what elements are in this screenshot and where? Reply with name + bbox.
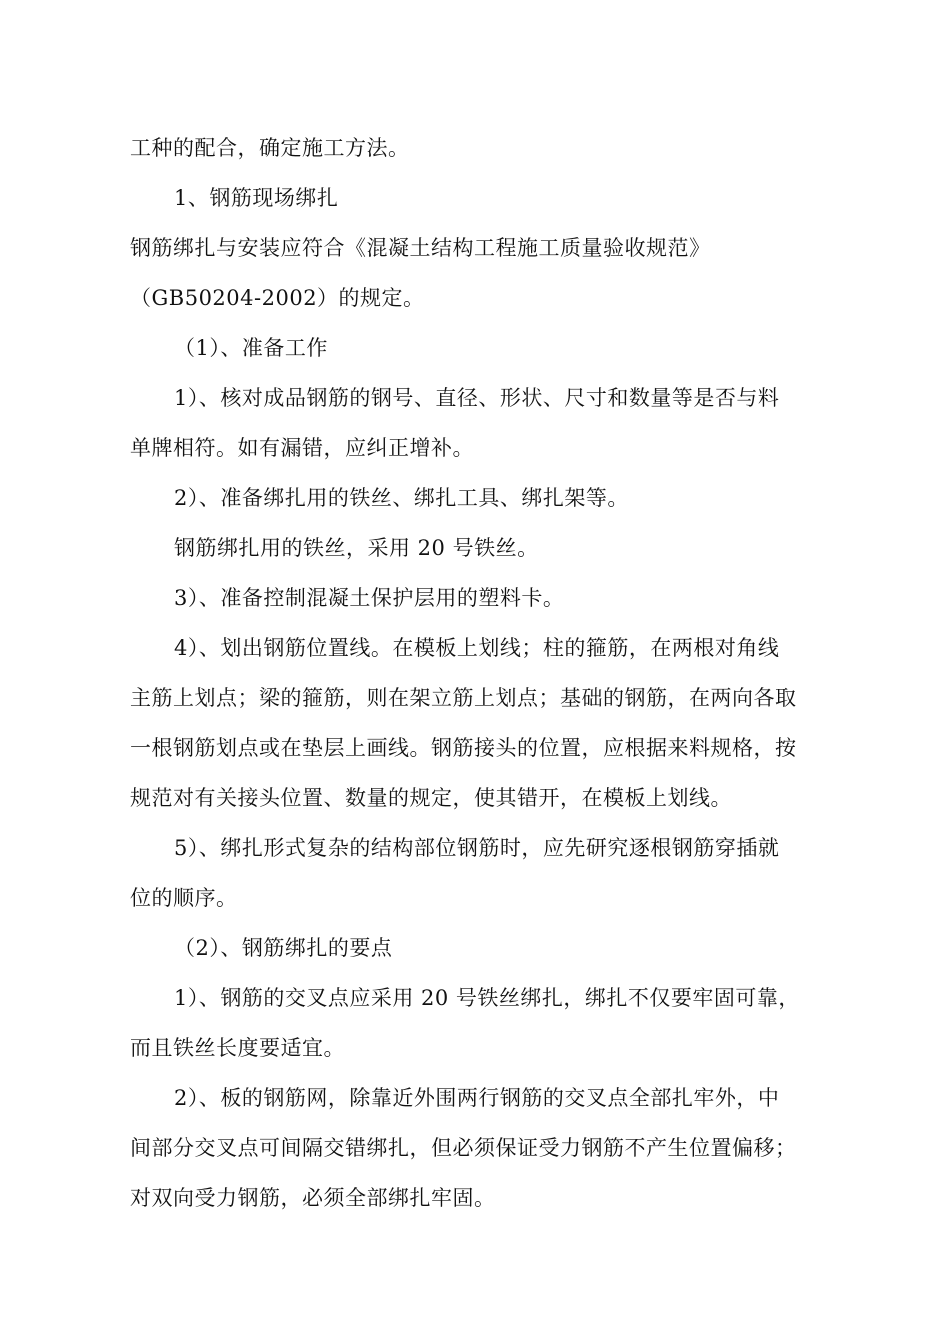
paragraph-line: 主筋上划点；梁的箍筋，则在架立筋上划点；基础的钢筋，在两向各取 (130, 686, 797, 710)
paragraph-line: 一根钢筋划点或在垫层上画线。钢筋接头的位置，应根据来料规格，按 (130, 736, 797, 760)
paragraph-line: 2）、板的钢筋网，除靠近外围两行钢筋的交叉点全部扎牢外，中 (174, 1086, 780, 1110)
paragraph-line: 工种的配合，确定施工方法。 (130, 136, 410, 160)
paragraph-line: 5）、绑扎形式复杂的结构部位钢筋时，应先研究逐根钢筋穿插就 (174, 836, 780, 860)
paragraph-line: 2）、准备绑扎用的铁丝、绑扎工具、绑扎架等。 (174, 486, 629, 510)
paragraph-line: 间部分交叉点可间隔交错绑扎，但必须保证受力钢筋不产生位置偏移； (130, 1136, 797, 1160)
paragraph-line: 钢筋绑扎与安装应符合《混凝土结构工程施工质量验收规范》 (130, 236, 711, 260)
paragraph-line: 钢筋绑扎用的铁丝，采用 20 号铁丝。 (174, 536, 539, 560)
paragraph-line: 对双向受力钢筋，必须全部绑扎牢固。 (130, 1186, 496, 1210)
subsection-heading: （2）、钢筋绑扎的要点 (174, 936, 393, 960)
paragraph-line: 单牌相符。如有漏错，应纠正增补。 (130, 436, 474, 460)
paragraph-line: 3）、准备控制混凝土保护层用的塑料卡。 (174, 586, 565, 610)
paragraph-line: 规范对有关接头位置、数量的规定，使其错开，在模板上划线。 (130, 786, 732, 810)
paragraph-line: 1）、核对成品钢筋的钢号、直径、形状、尺寸和数量等是否与料 (174, 386, 780, 410)
subsection-heading: （1）、准备工作 (174, 336, 328, 360)
paragraph-line: 1）、钢筋的交叉点应采用 20 号铁丝绑扎，绑扎不仅要牢固可靠， (174, 986, 800, 1010)
paragraph-line: 而且铁丝长度要适宜。 (130, 1036, 345, 1060)
paragraph-line: 位的顺序。 (130, 886, 238, 910)
paragraph-line: 4）、划出钢筋位置线。在模板上划线；柱的箍筋，在两根对角线 (174, 636, 780, 660)
paragraph-line: （GB50204-2002）的规定。 (130, 286, 425, 310)
section-heading: 1、钢筋现场绑扎 (174, 186, 339, 210)
